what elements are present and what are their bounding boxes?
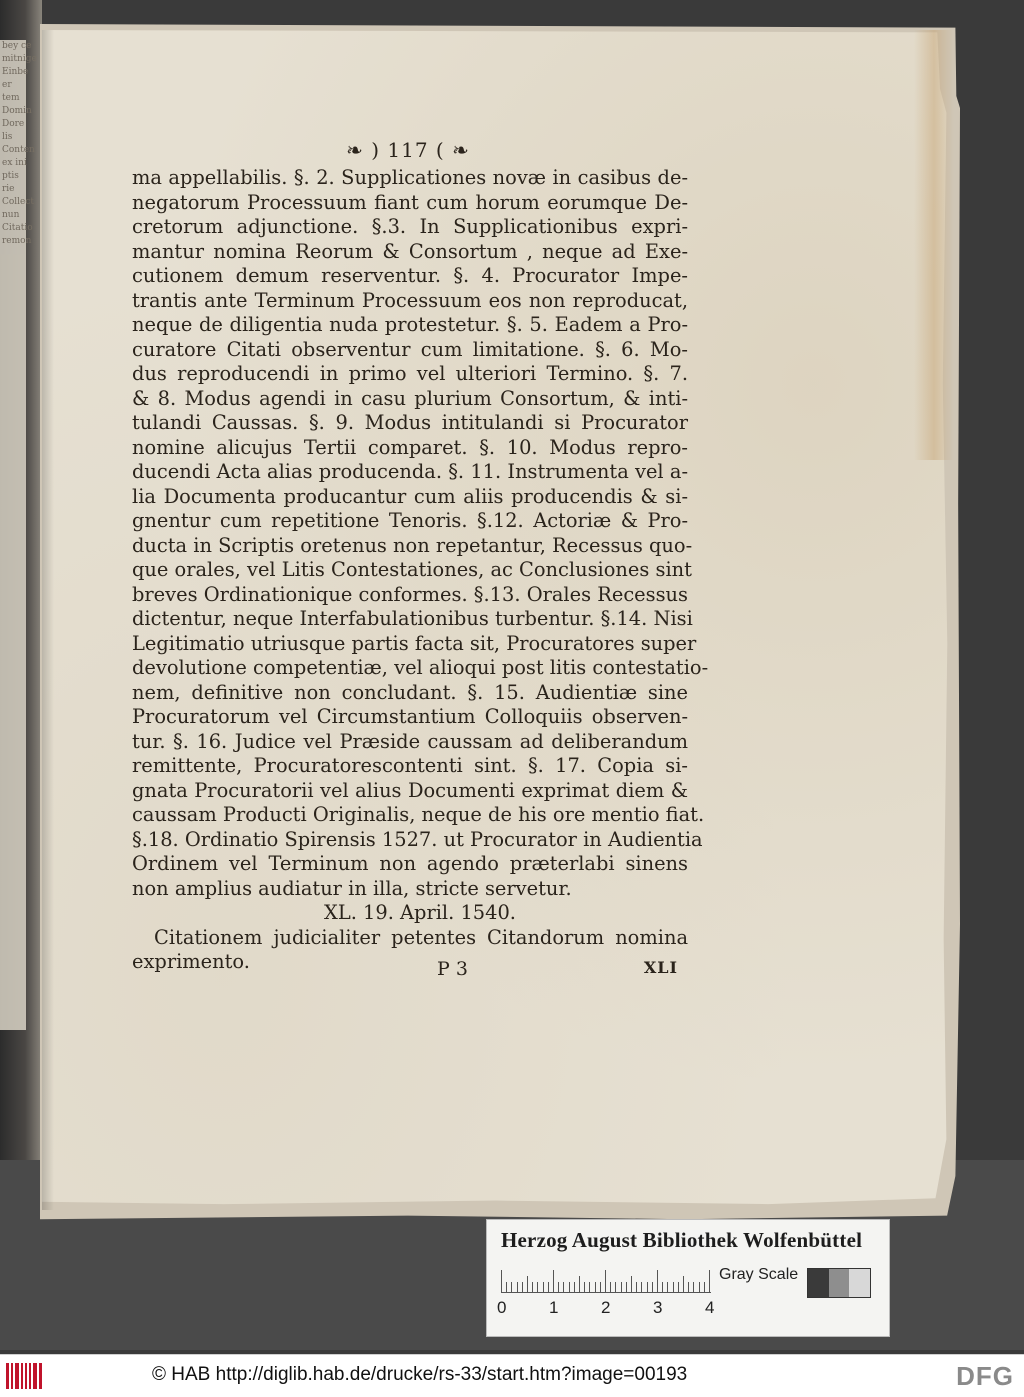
adjacent-page-fragment: Conten: [2, 145, 35, 155]
ruler-number: 3: [653, 1298, 663, 1317]
text-line: dictentur, neque Interfabulationibus turbentur. §.14. Nisi: [132, 607, 693, 630]
gray-scale-label: Gray Scale: [719, 1266, 799, 1283]
adjacent-page-fragment: Dore: [2, 119, 25, 129]
text-line: dus reproducendi in primo vel ulteriori Termino. §. 7.: [132, 362, 688, 385]
ruler-tick: [527, 1276, 528, 1292]
measurement-ruler: [501, 1268, 711, 1293]
barcode-bar: [21, 1363, 23, 1389]
text-line: non amplius audiatur in illa, stricte servetur.: [132, 876, 572, 900]
ruler-tick: [621, 1282, 622, 1292]
text-line: que orales, vel Litis Contestationes, ac Conclusiones sint: [132, 558, 692, 581]
ruler-tick: [506, 1282, 507, 1292]
ruler-number: 2: [601, 1298, 611, 1317]
text-line: ducta in Scriptis oretenus non repetantur, Recessus quo-: [132, 533, 693, 557]
ruler-number: 1: [549, 1298, 559, 1317]
page-header: [130, 138, 686, 162]
page-number-header: ❧ ) 117 ( ❧: [346, 138, 470, 162]
adjacent-page-fragment: nun: [2, 210, 20, 220]
section-text-line: exprimento.: [132, 950, 250, 973]
ruler-tick: [511, 1282, 512, 1292]
text-line: cretorum adjunctione. §.3. In Supplicationibus expri-: [132, 215, 688, 238]
ruler-tick: [657, 1270, 658, 1292]
gray-swatch: [808, 1269, 829, 1297]
ruler-tick: [678, 1282, 679, 1292]
ruler-tick: [589, 1282, 590, 1292]
ruler-tick: [709, 1270, 710, 1292]
gutter-shadow: [42, 30, 54, 1210]
text-line: tulandi Caussas. §. 9. Modus intitulandi si Procurator: [132, 411, 688, 434]
ruler-tick: [699, 1282, 700, 1292]
body-text: [132, 166, 709, 975]
text-line: nomine alicujus Tertii comparet. §. 10. Modus repro-: [132, 435, 688, 459]
ruler-tick: [626, 1282, 627, 1292]
adjacent-page-fragment: Domin: [2, 106, 32, 116]
text-line: devolutione competentiæ, vel alioqui post litis contestatio-: [132, 656, 709, 679]
barcode-bar: [39, 1363, 42, 1389]
text-line: §.18. Ordinatio Spirensis 1527. ut Procurator in Audientia: [132, 827, 703, 851]
ruler-tick: [569, 1282, 570, 1292]
adjacent-page-fragment: lis: [2, 132, 13, 142]
text-line: curatore Citati observentur cum limitatione. §. 6. Mo-: [132, 337, 688, 361]
color-scale-card: [486, 1219, 890, 1337]
adjacent-page-fragment: ptis: [2, 171, 19, 181]
ruler-tick: [647, 1282, 648, 1292]
adjacent-page-fragment: rie: [2, 184, 15, 194]
text-line: Procuratorum vel Circumstantium Colloquiis observen-: [132, 705, 688, 728]
ruler-tick: [595, 1282, 596, 1292]
ruler-tick: [704, 1282, 705, 1292]
ruler-tick: [543, 1282, 544, 1292]
catchword: XLI: [643, 958, 678, 977]
adjacent-page-fragment: Citatio: [2, 223, 33, 233]
barcode-bar: [25, 1363, 28, 1389]
text-line: nem, definitive non concludant. §. 15. Audientiæ sine: [132, 680, 688, 704]
ruler-tick: [605, 1270, 606, 1292]
adjacent-page-fragment: er: [2, 80, 12, 90]
dfg-logo: DFG: [956, 1361, 1014, 1391]
ruler-tick: [667, 1282, 668, 1292]
credit-bar: [0, 1354, 1024, 1397]
text-line: tur. §. 16. Judice vel Præside caussam ad deliberandum: [132, 729, 688, 753]
ruler-tick: [553, 1270, 554, 1292]
adjacent-page-fragment: Einbe: [2, 67, 29, 77]
text-line: & 8. Modus agendi in casu plurium Consortum, & inti-: [132, 386, 688, 410]
text-line: breves Ordinationique conformes. §.13. Orales Recessus: [132, 582, 688, 606]
text-line: Legitimatio utriusque partis facta sit, Procuratores super: [132, 631, 697, 655]
barcode-bar: [15, 1363, 19, 1389]
text-line: ducendi Acta alias producenda. §. 11. Instrumenta vel a-: [132, 460, 688, 483]
adjacent-page-fragment: bey ce: [2, 41, 32, 51]
ruler-tick: [501, 1270, 502, 1292]
barcode-bar: [33, 1363, 37, 1389]
ruler-number: 0: [497, 1298, 507, 1317]
ruler-tick: [558, 1282, 559, 1292]
ruler-tick: [600, 1282, 601, 1292]
barcode-bar: [11, 1363, 13, 1389]
ruler-tick: [584, 1282, 585, 1292]
adjacent-page-fragment: tem: [2, 93, 20, 103]
text-line: caussam Producti Originalis, neque de his ore mentio fiat.: [132, 803, 705, 826]
text-line: remittente, Procuratorescontenti sint. §. 17. Copia si-: [132, 754, 688, 777]
ruler-tick: [563, 1282, 564, 1292]
section-title-text: XL. 19. April. 1540.: [324, 901, 516, 924]
text-line: gnata Procuratorii vel alius Documenti exprimat diem &: [132, 778, 688, 802]
gray-swatch: [849, 1269, 870, 1297]
signature-mark: P 3: [437, 958, 468, 980]
text-line: negatorum Processuum fiant cum horum eorumque De-: [132, 190, 688, 214]
text-line: mantur nomina Reorum & Consortum , neque ad Exe-: [132, 239, 688, 263]
section-text-line: Citationem judicialiter petentes Citandorum nomina: [154, 925, 688, 949]
ruler-tick: [636, 1282, 637, 1292]
gray-scale-swatches: [807, 1268, 871, 1298]
ruler-tick: [631, 1276, 632, 1292]
text-line: Ordinem vel Terminum non agendo præterlabi sinens: [132, 852, 688, 875]
page-footer: [132, 958, 688, 984]
ruler-tick: [522, 1282, 523, 1292]
barcode-bar: [6, 1363, 9, 1389]
hab-barcode-icon: [6, 1363, 42, 1389]
ruler-tick: [662, 1282, 663, 1292]
text-line: trantis ante Terminum Processuum eos non reproducat,: [132, 288, 688, 312]
adjacent-page-fragment: remon: [2, 236, 32, 246]
ruler-tick: [517, 1282, 518, 1292]
barcode-bar: [29, 1363, 31, 1389]
adjacent-page-strip: [0, 40, 37, 1030]
text-line: ma appellabilis. §. 2. Supplicationes novæ in casibus de-: [132, 166, 688, 189]
ruler-tick: [673, 1282, 674, 1292]
adjacent-page-fragment: ex ini: [2, 158, 27, 168]
library-name: Herzog August Bibliothek Wolfenbüttel: [501, 1228, 863, 1252]
text-line: gnentur cum repetitione Tenoris. §.12. Actoriæ & Pro-: [132, 509, 688, 532]
adjacent-page-fragment: mitnige: [2, 54, 37, 64]
ruler-tick: [537, 1282, 538, 1292]
ruler-tick: [532, 1282, 533, 1292]
foxing-stain: [914, 30, 954, 460]
ruler-tick: [688, 1282, 689, 1292]
text-line: cutionem demum reserventur. §. 4. Procurator Impe-: [132, 264, 688, 287]
gray-swatch: [829, 1269, 850, 1297]
ruler-number: 4: [705, 1298, 715, 1317]
text-line: lia Documenta producantur cum aliis producendis & si-: [132, 484, 688, 508]
ruler-tick: [683, 1276, 684, 1292]
ruler-tick: [641, 1282, 642, 1292]
ruler-tick: [579, 1276, 580, 1292]
adjacent-page-fragment: Collect: [2, 197, 35, 207]
section-title: [132, 901, 688, 926]
ruler-tick: [610, 1282, 611, 1292]
ruler-tick: [693, 1282, 694, 1292]
text-line: neque de diligentia nuda protestetur. §. 5. Eadem a Pro-: [132, 313, 688, 336]
ruler-tick: [574, 1282, 575, 1292]
credit-link[interactable]: © HAB http://diglib.hab.de/drucke/rs-33/start.htm?image=00193: [152, 1364, 688, 1385]
ruler-tick: [652, 1282, 653, 1292]
ruler-tick: [548, 1282, 549, 1292]
ruler-tick: [615, 1282, 616, 1292]
